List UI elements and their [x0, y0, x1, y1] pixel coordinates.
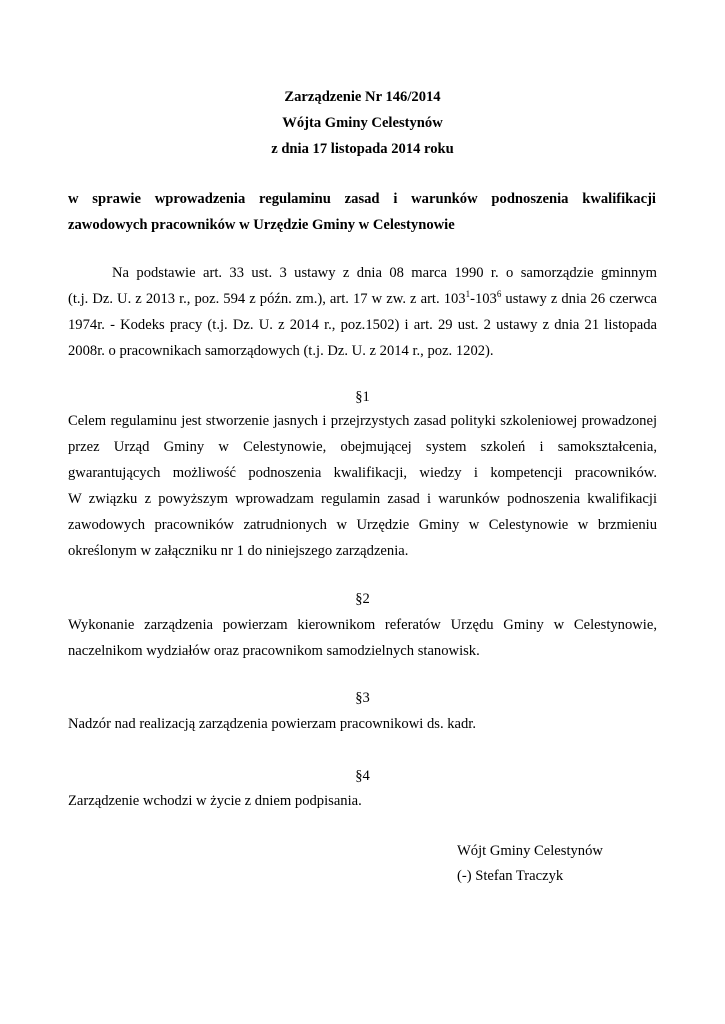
document-issuer: Wójta Gminy Celestynów: [282, 115, 443, 131]
preamble-line-2: [68, 286, 657, 312]
signature-role: Wójt Gminy Celestynów: [457, 843, 603, 859]
section-sign-1: §1: [355, 389, 370, 405]
section-1-body: [68, 408, 657, 564]
superscript: 6: [496, 289, 502, 299]
signature-name: (-) Stefan Traczyk: [457, 868, 564, 884]
section-sign-4: §4: [355, 768, 370, 784]
superscript: 1: [465, 289, 471, 299]
section-1-line: W związku z powyższym wprowadzam regulamin zasad i warunków podnoszenia kwalifikacji: [68, 491, 657, 507]
section-3-line: Nadzór nad realizacją zarządzenia powierzam pracownikowi ds. kadr.: [68, 716, 477, 732]
subject-line-1: w sprawie wprowadzenia regulaminu zasad i warunków podnoszenia kwalifikacji: [68, 191, 656, 207]
document-subject: [68, 186, 656, 238]
section-4-line: Zarządzenie wchodzi w życie z dniem podpisania.: [68, 793, 362, 809]
preamble-text: ustawy z dnia 26 czerwca: [501, 291, 657, 307]
section-sign-3: §3: [355, 690, 370, 706]
preamble-text: (t.j. Dz. U. z 2013 r., poz. 594 z późn. zm.), art. 17 w zw. z art. 103: [68, 291, 466, 307]
preamble: [68, 260, 657, 364]
preamble-text: -103: [470, 291, 497, 307]
section-2-line: naczelnikom wydziałów oraz pracownikom samodzielnych stanowisk.: [68, 643, 480, 659]
section-1-line: określonym w załączniku nr 1 do niniejszego zarządzenia.: [68, 543, 409, 559]
subject-line-2: zawodowych pracowników w Urzędzie Gminy w Celestynowie: [68, 217, 455, 233]
section-1-line: Celem regulaminu jest stworzenie jasnych i przejrzystych zasad polityki szkoleniowej prowadzonej: [68, 413, 657, 429]
preamble-line-3: 1974r. - Kodeks pracy (t.j. Dz. U. z 2014 r., poz.1502) i art. 29 ust. 2 ustawy z dnia 21 listopada: [68, 317, 657, 333]
section-sign-2: §2: [355, 591, 370, 607]
section-1-line: przez Urząd Gminy w Celestynowie, obejmującej system szkoleń i samokształcenia,: [68, 439, 657, 455]
section-1-line: zawodowych pracowników zatrudnionych w Urzędzie Gminy w Celestynowie w brzmieniu: [68, 517, 657, 533]
document-title: Zarządzenie Nr 146/2014: [284, 89, 441, 105]
section-2-body: [68, 612, 657, 664]
preamble-line-1: Na podstawie art. 33 ust. 3 ustawy z dnia 08 marca 1990 r. o samorządzie gminnym: [112, 265, 657, 281]
document-date: z dnia 17 listopada 2014 roku: [271, 141, 454, 157]
section-2-line: Wykonanie zarządzenia powierzam kierownikom referatów Urzędu Gminy w Celestynowie,: [68, 617, 657, 633]
preamble-line-4: 2008r. o pracownikach samorządowych (t.j. Dz. U. z 2014 r., poz. 1202).: [68, 343, 494, 359]
section-1-line: gwarantujących możliwość podnoszenia kwalifikacji, wiedzy i kompetencji pracowników.: [68, 465, 657, 481]
